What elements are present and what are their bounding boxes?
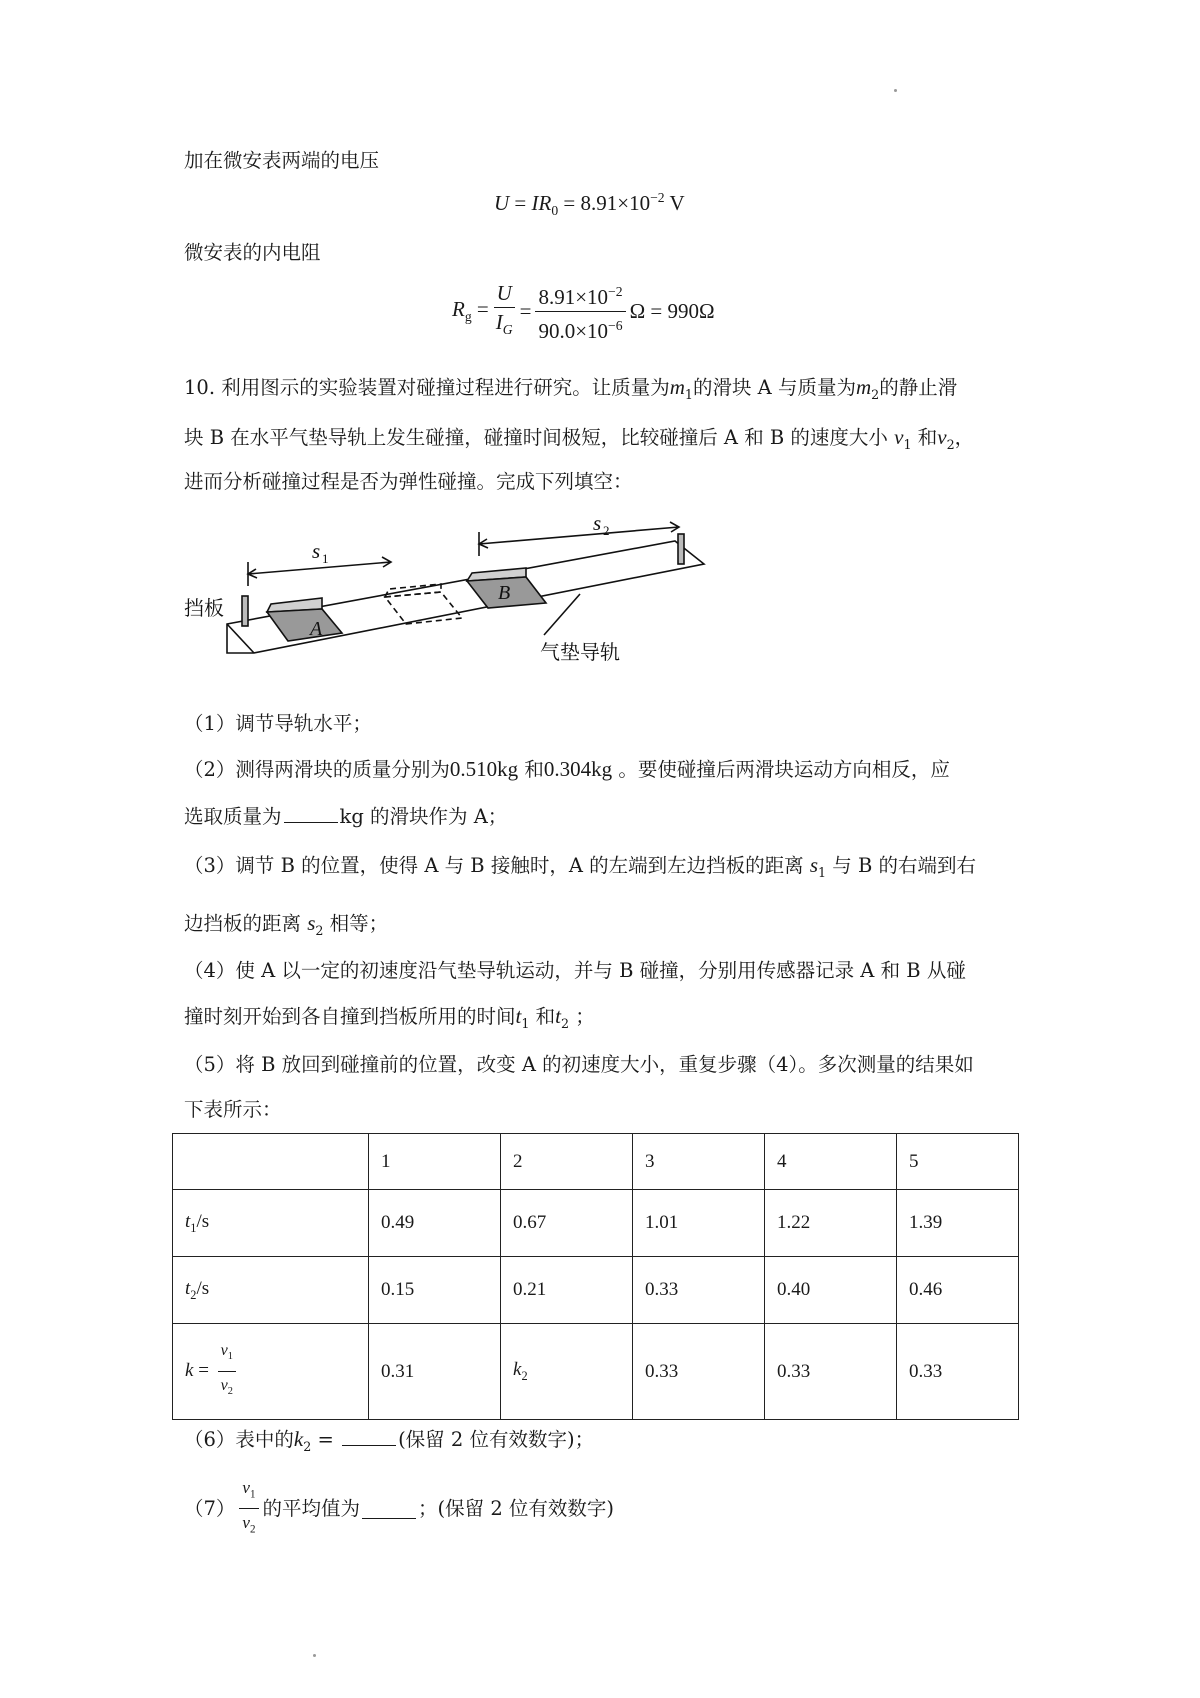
table-cell: 5 [897,1134,1019,1190]
results-table [172,1133,1019,1420]
question-line-3: 进而分析碰撞过程是否为弹性碰撞。完成下列填空： [184,470,633,493]
svg-text:1: 1 [322,551,329,566]
table-cell: 0.49 [369,1190,501,1257]
table-row-k [173,1324,1019,1420]
table-cell: 1.39 [897,1190,1019,1257]
voltage-intro: 加在微安表两端的电压 [184,149,380,172]
step-4: （4）使 A 以一定的初速度沿气垫导轨运动，并与 B 碰撞，分别用传感器记录 A 和 B 从碰 [184,959,966,982]
answer-blank-k2 [342,1425,396,1446]
table-cell: 0.31 [369,1324,501,1420]
step-3-line-2: 边挡板的距离 $s_2$ 相等； [184,911,389,938]
label-s2: s [593,512,602,535]
question-line-1: 10. 利用图示的实验装置对碰撞过程进行研究。让质量为$m_1$的滑块 A 与质量为$m_2$的静止滑 [184,375,958,402]
table-cell: 0.67 [501,1190,633,1257]
formula-voltage: $U = IR_0 = 8.91\times 10^{-2}$ V [494,190,685,219]
question-line-2: 块 B 在水平气垫导轨上发生碰撞，碰撞时间极短，比较碰撞后 A 和 B 的速度大小 $v_1$ 和$v_2$， [184,425,975,452]
label-a: A [310,618,323,640]
table-cell: 1.01 [633,1190,765,1257]
table-cell: 0.46 [897,1257,1019,1324]
table-cell: 0.33 [633,1257,765,1324]
answer-blank-mass [284,802,338,823]
table-cell: 0.21 [501,1257,633,1324]
formula-resistance: $R_g$ = $\frac{U}{I_G}$ = $\frac{8.91\times 10^{-2}}{90.0\times 10^{-6}}$ Ω = 990Ω [452,280,715,343]
step-1: （1）调节导轨水平； [184,712,372,735]
table-cell: 4 [765,1134,897,1190]
table-cell: 3 [633,1134,765,1190]
right-baffle [678,534,684,564]
step-2-line-2: 选取质量为 kg 的滑块作为 A； [184,802,507,830]
table-cell: 1.22 [765,1190,897,1257]
label-b: B [498,582,511,604]
scan-dot [894,89,897,92]
row-label-k: k = $\frac{v_1}{v_2}$ [173,1324,369,1420]
table-cell: 2 [501,1134,633,1190]
step-5: （5）将 B 放回到碰撞前的位置，改变 A 的初速度大小，重复步骤（4）。多次测量的结果如 [184,1053,974,1076]
table-cell-k2: $k_2$ [501,1324,633,1420]
table-header-row [173,1134,1019,1190]
step-5-line-2: 下表所示： [184,1098,282,1121]
air-track-figure [184,512,724,672]
table-cell [173,1134,369,1190]
table-row-t2 [173,1257,1019,1324]
step-3: （3）调节 B 的位置，使得 A 与 B 接触时，A 的左端到左边挡板的距离 $s_1$ 与 B 的右端到右 [184,853,977,880]
table-row-t1 [173,1190,1019,1257]
label-s1: s [312,539,321,563]
k2-symbol: k [513,1359,522,1381]
step-4-line-2: 撞时刻开始到各自撞到挡板所用的时间$t_1$ 和$t_2$ ； [184,1004,595,1031]
table-cell: 1 [369,1134,501,1190]
row-label-t1: $t_1/s$ [173,1190,369,1257]
table-cell: 0.15 [369,1257,501,1324]
step-2: （2）测得两滑块的质量分别为0.510kg 和0.304kg 。要使碰撞后两滑块运动方向相反，应 [184,757,950,781]
table-cell: 0.33 [897,1324,1019,1420]
svg-text:2: 2 [603,523,610,538]
scan-dot [313,1654,316,1657]
step-6: （6）表中的$k_2$ = (保留 2 位有效数字)； [184,1427,595,1454]
baffle-label: 挡板 [184,596,224,620]
answer-blank-average [362,1498,416,1519]
table-cell: 0.40 [765,1257,897,1324]
step-7: （7） $\frac{v_1}{v_2}$ 的平均值为 ；(保留 2 位有效数字) [184,1478,615,1536]
resistance-intro: 微安表的内电阻 [184,241,321,264]
track-label: 气垫导轨 [540,640,620,664]
row-label-t2: $t_2/s$ [173,1257,369,1324]
table-cell: 0.33 [633,1324,765,1420]
table-cell: 0.33 [765,1324,897,1420]
left-baffle [242,596,248,626]
